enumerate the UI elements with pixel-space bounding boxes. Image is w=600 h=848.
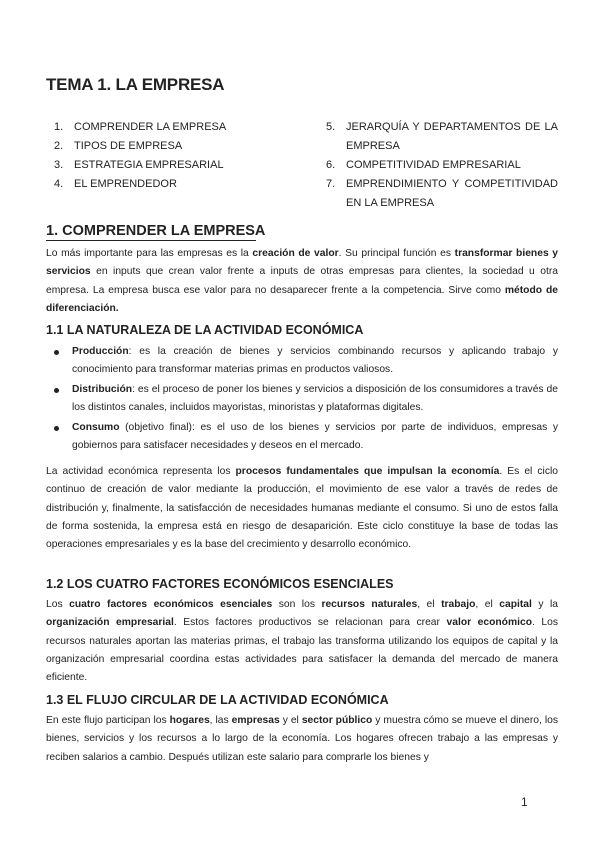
- toc-item: [46, 137, 296, 156]
- toc-item: [46, 175, 296, 194]
- toc-label: JERARQUÍA Y DEPARTAMENTOS DE LA EMPRESA: [346, 121, 558, 152]
- toc-number: 1.: [54, 121, 64, 133]
- table-of-contents-left: [46, 118, 296, 194]
- bullet-distribution: Distribución: es el proceso de poner los bienes y servicios a disposición de los consumidores a través de los distintos canales, incluidos mayoristas, minoristas y plataformas digitales.: [72, 384, 558, 414]
- section-1-1-paragraph: La actividad económica representa los procesos fundamentales que impulsan la economía. Es el ciclo continuo de creación de valor mediante la producción, el movimiento de ese valor a través de redes de distribución y, finalmente, la satisfacción de necesidades humanas mediante el consumo. Si uno de estos falla de forma sostenida, la empresa está en riesgo de desaparición. Este ciclo constituye la base de todas las operaciones empresariales y es la base del crecimiento y desarrollo económico.: [46, 466, 558, 551]
- toc-item: [318, 156, 558, 175]
- toc-number: 7.: [326, 178, 336, 190]
- toc-item: [318, 175, 558, 213]
- toc-label: EMPRENDIMIENTO Y COMPETITIVIDAD EN LA EMPRESA: [346, 178, 558, 209]
- toc-number: 6.: [326, 159, 336, 171]
- section-1-2-paragraph: Los cuatro factores económicos esenciales son los recursos naturales, el trabajo, el capital y la organización empresarial. Estos factores productivos se relacionan para crear valor económico. Los recursos naturales aportan las materias primas, el trabajo las transforma utilizando los equipos de capital y la organización empresarial coordina estas actividades para satisfacer la demanda del mercado de manera eficiente.: [46, 599, 559, 684]
- section-heading-1-1: 1.1 LA NATURALEZA DE LA ACTIVIDAD ECONÓMICA: [46, 323, 364, 337]
- section-1-3-paragraph: En este flujo participan los hogares, las empresas y el sector público y muestra cómo se mueve el dinero, los bienes, servicios y los recursos a lo largo de la economía. Los hogares ofrecen trabajo a las empresas y reciben salarios a cambio. Después utilizan este salario para comprarle los bienes y: [46, 715, 559, 763]
- toc-label: EL EMPRENDEDOR: [74, 178, 177, 190]
- bullet-production: Producción: es la creación de bienes y servicios combinando recursos y aplicando trabajo y conocimiento para transformar materias primas en productos valiosos.: [72, 346, 558, 376]
- bullet-dot: [54, 350, 59, 355]
- section-heading-1-3: 1.3 EL FLUJO CIRCULAR DE LA ACTIVIDAD ECONÓMICA: [46, 693, 389, 707]
- section-heading-1-2: 1.2 LOS CUATRO FACTORES ECONÓMICOS ESENCIALES: [46, 577, 394, 591]
- toc-number: 4.: [54, 178, 64, 190]
- toc-label: COMPRENDER LA EMPRESA: [74, 121, 227, 133]
- bullet-dot: [54, 426, 59, 431]
- toc-label: COMPETITIVIDAD EMPRESARIAL: [346, 159, 521, 171]
- table-of-contents-right: [318, 118, 558, 213]
- toc-item: [46, 118, 296, 137]
- toc-item: [46, 156, 296, 175]
- document-title: TEMA 1. LA EMPRESA: [46, 75, 225, 94]
- section-heading-1: 1. COMPRENDER LA EMPRESA: [46, 223, 266, 239]
- toc-label: TIPOS DE EMPRESA: [74, 140, 183, 152]
- toc-number: 2.: [54, 140, 64, 152]
- toc-number: 5.: [326, 121, 336, 133]
- bullet-consumption: Consumo (objetivo final): es el uso de los bienes y servicios por parte de individuos, empresas y gobiernos para satisfacer necesidades y deseos en el mercado.: [72, 422, 558, 452]
- page-number: 1: [521, 795, 528, 809]
- toc-number: 3.: [54, 159, 64, 171]
- toc-label: ESTRATEGIA EMPRESARIAL: [74, 159, 224, 171]
- toc-item: [318, 118, 558, 156]
- section-1-paragraph: Lo más importante para las empresas es la creación de valor. Su principal función es transformar bienes y servicios en inputs que crean valor frente a inputs de otras empresas para clientes, la sociedad u otra empresa. La empresa busca ese valor para no desaparecer frente a la competencia. Sirve como método de diferenciación.: [46, 248, 559, 314]
- heading-underline: [46, 240, 256, 241]
- bullet-dot: [54, 388, 59, 393]
